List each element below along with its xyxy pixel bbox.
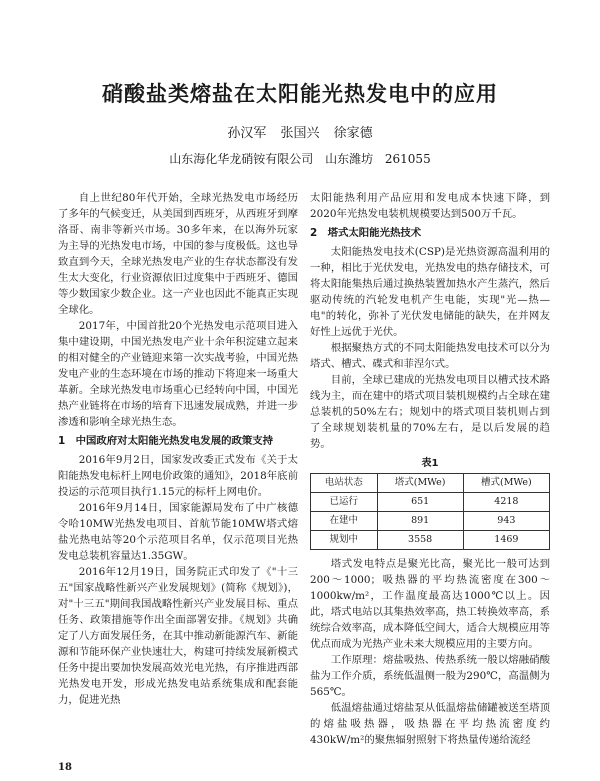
table-1: [310, 457, 550, 550]
left-column: [58, 190, 298, 708]
table-header-row: [311, 474, 550, 493]
paragraph: 自上世纪80年代开始，全球光热发电市场经历了多年的气候变迁，从美国到西班牙，从西班牙到摩洛哥、南非等新兴市场。30多年来，在以海外玩家为主导的光热发电市场，中国的参与度极低。这也导致直到今天，全球光热发电产业的生存状态都没有发生太大变化，行业资源依旧过度集中于西班牙、德国等少数国家少数企业。这一产业也因此不能真正实现全球化。: [58, 192, 298, 316]
table-cell: 651: [377, 493, 463, 512]
table-header-cell: 电站状态: [311, 474, 378, 493]
paragraph: 2017年，中国首批20个光热发电示范项目进入集中建设期，中国光热发电产业十余年积淀建立起来的相对健全的产业链迎来第一次实战考验，中国光热发电产业的生态环境在市场的推动下将迎来一场重大革新。全球光热发电市场重心已经转向中国，中国光热产业链将在市场的培育下迅速发展成熟，并进一步渗透和影响全球光热生态。: [58, 320, 298, 428]
table-cell: 已运行: [311, 493, 378, 512]
table-header-cell: 槽式(MWe): [463, 474, 549, 493]
affiliation: 山东海化华龙硝铵有限公司 山东潍坊 261055: [169, 152, 431, 166]
table-cell: 在建中: [311, 512, 378, 531]
table-cell: 891: [377, 512, 463, 531]
paragraph: 塔式发电特点是聚光比高，聚光比一般可达到200～1000；吸热器的平均热流密度在300～1000kw/m²，工作温度最高达1000℃以上。因此，塔式电站以其集热效率高，热工转换效率高，系统综合效率高，成本降低空间大，适合大规模应用等优点而成为光热产业未来大规模应用的主要方向。: [310, 558, 550, 650]
paragraph: 太阳能热利用产品应用和发电成本快速下降，到2020年光热发电装机规模要达到500万千瓦。: [310, 192, 550, 220]
table-header-cell: 塔式(MWe): [377, 474, 463, 493]
paragraph: 太阳能热发电技术(CSP)是光热资源高温利用的一种，相比于光伏发电，光热发电的热存储技术，可将太阳能集热后通过换热装置加热水产生蒸汽，然后驱动传统的汽轮发电机产生电能，实现"光—热—电"的转化，弥补了光伏发电储能的缺失，在并网友好性上远优于光伏。: [310, 246, 550, 338]
table-cell: 3558: [377, 531, 463, 550]
data-table: [310, 473, 550, 550]
paragraph: 目前，全球已建成的光热发电项目以槽式技术路线为主，而在建中的塔式项目装机规模约占全球在建总装机的50%左右；规划中的塔式项目装机则占到了全球规划装机量的70%左右，是以后发展的趋势。: [310, 374, 550, 450]
page-number: 18: [58, 762, 72, 773]
right-column: [310, 190, 550, 748]
paragraph: 低温熔盐通过熔盐泵从低温熔盐储罐被送至塔顶的熔盐吸热器，吸热器在平均热流密度约430kW/m²的聚焦辐射照射下将热量传递给流经: [310, 702, 550, 746]
section-heading: 1 中国政府对太阳能光热发电发展的政策支持: [58, 435, 274, 447]
table-row: [311, 512, 550, 531]
table-cell: 1469: [463, 531, 549, 550]
table-row: [311, 493, 550, 512]
table-cell: 规划中: [311, 531, 378, 550]
paragraph: 2016年9月14日，国家能源局发布了中广核德令哈10MW光热发电项目、首航节能10MW塔式熔盐光热电站等20个示范项目名单，仅示范项目光热发电总装机容量达1.35GW。: [58, 502, 298, 562]
table-cell: 943: [463, 512, 549, 531]
table-caption: 表1: [421, 458, 439, 469]
paragraph: 根据聚热方式的不同太阳能热发电技术可以分为塔式、槽式、碟式和菲涅尔式。: [310, 342, 550, 370]
paragraph: 2016年9月2日，国家发改委正式发布《关于太阳能热发电标杆上网电价政策的通知》，2018年底前投运的示范项目执行1.15元的标杆上网电价。: [58, 454, 298, 498]
authors: 孙汉军 张国兴 徐家德: [227, 126, 373, 141]
section-heading: 2 塔式太阳能光热技术: [310, 227, 422, 239]
paragraph: 2016年12月19日，国务院正式印发了《"十三五"国家战略性新兴产业发展规划》(简称《规划》)，对"十三五"期间我国战略性新兴产业发展目标、重点任务、政策措施等作出全面部署安排。《规划》共确定了八方面发展任务，在其中推动新能源汽车、新能源和节能环保产业快速壮大，构建可持续发展新模式任务中提出要加快发展高效光电光热，有序推进西部光热发电开发，形成光热发电站系统集成和配套能力，促进光热: [58, 566, 298, 706]
table-cell: 4218: [463, 493, 549, 512]
paper-title: 硝酸盐类熔盐在太阳能光热发电中的应用: [102, 82, 498, 106]
paragraph: 工作原理：熔盐吸热、传热系统一般以熔融硝酸盐为工作介质，系统低温侧一般为290℃，高温侧为565℃。: [310, 654, 550, 698]
table-row: [311, 531, 550, 550]
